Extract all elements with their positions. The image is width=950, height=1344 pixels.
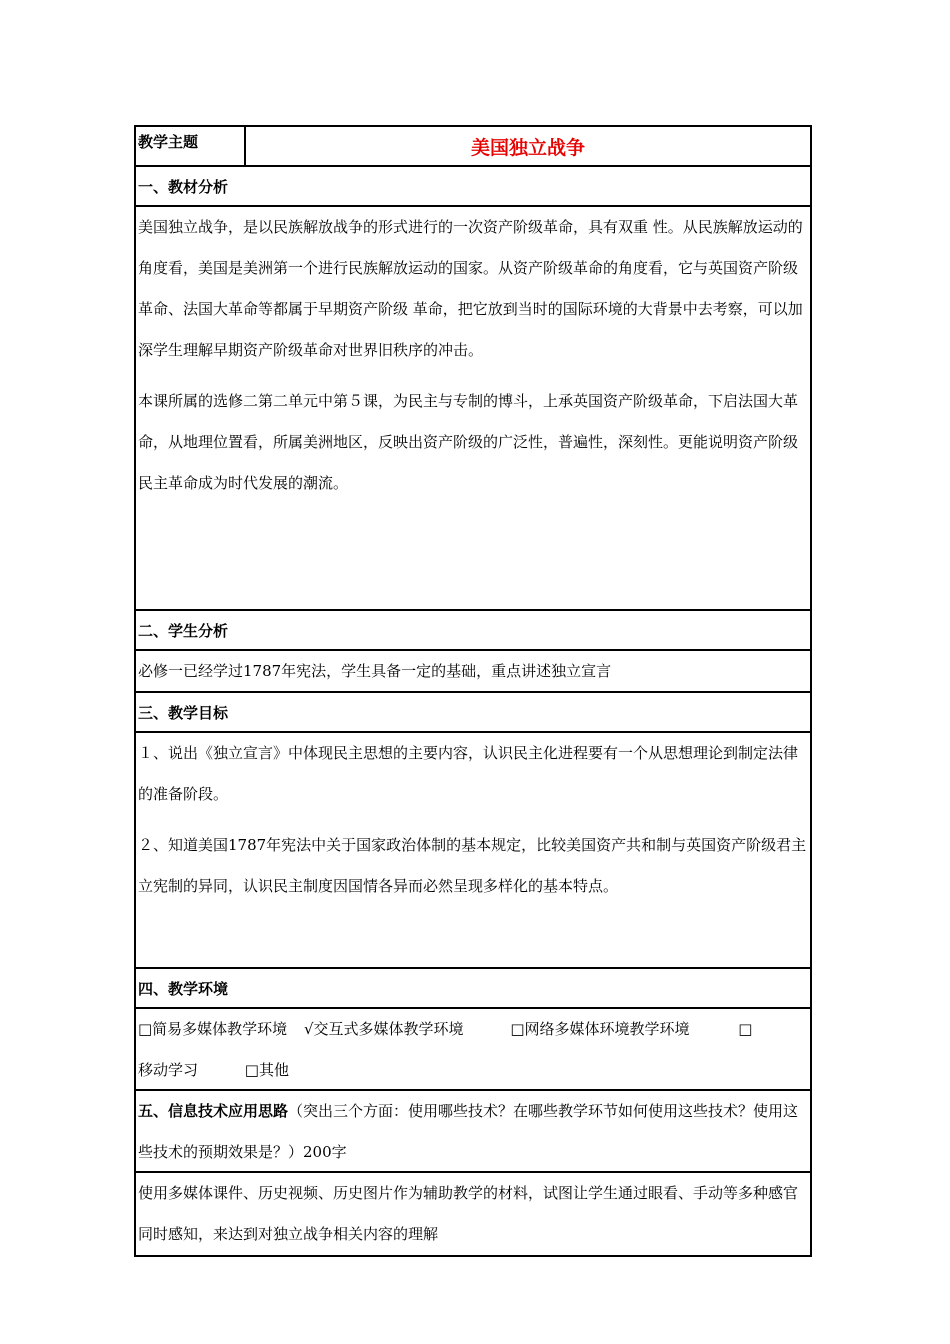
teaching-goal-item: ２、知道美国1787年宪法中关于国家政治体制的基本规定，比较美国资产共和制与英国资产阶级君主立宪制的异同，认识民主制度因国情各异而必然呈现多样化的基本特点。 — [138, 836, 807, 895]
env-option-other[interactable]: □其他 — [244, 1061, 289, 1079]
section-heading-teaching-goals: 三、教学目标 — [136, 693, 810, 733]
env-option-mobile-label: 移动学习 — [138, 1061, 199, 1079]
topic-row — [136, 127, 810, 167]
teaching-goal-item: １、说出《独立宣言》中体现民主思想的主要内容，认识民主化进程要有一个从思想理论到制定法律的准备阶段。 — [138, 744, 799, 803]
section-heading-it-application: 五、信息技术应用思路 — [138, 1102, 289, 1120]
section-heading-textbook-analysis: 一、教材分析 — [136, 167, 810, 207]
textbook-analysis-paragraph: 本课所属的选修二第二单元中第５课，为民主与专制的博斗，上承英国资产阶级革命，下启法国大革命，从地理位置看，所属美洲地区，反映出资产阶级的广泛性，普遍性，深刻性。更能说明资产阶级民主革命成为时代发展的潮流。 — [138, 392, 799, 492]
it-application-paragraph: 使用多媒体课件、历史视频、历史图片作为辅助教学的材料，试图让学生通过眼看、手动等多种感官同时感知，来达到对独立战争相关内容的理解 — [138, 1184, 799, 1243]
env-option-network-multimedia[interactable]: □网络多媒体环境教学环境 — [510, 1020, 690, 1038]
topic-title: 美国独立战争 — [470, 136, 585, 159]
teaching-goals-content — [136, 733, 810, 969]
env-option-interactive-multimedia[interactable]: √交互式多媒体教学环境 — [303, 1020, 464, 1038]
lesson-plan-table — [134, 125, 812, 1257]
topic-label: 教学主题 — [136, 127, 246, 165]
student-analysis-paragraph: 必修一已经学过1787年宪法，学生具备一定的基础，重点讲述独立宣言 — [138, 662, 612, 680]
textbook-analysis-paragraph: 美国独立战争，是以民族解放战争的形式进行的一次资产阶级革命，具有双重 性。从民族解放运动的角度看，美国是美洲第一个进行民族解放运动的国家。从资产阶级革命的角度看，它与英国资产阶级革命、法国大革命等都属于早期资产阶级 革命，把它放到当时的国际环境的大背景中去考察，可以加深学生理解早期资产阶级革命对世界旧秩序的冲击。 — [138, 218, 803, 359]
teaching-environment-options — [136, 1009, 810, 1091]
student-analysis-content — [136, 651, 810, 693]
section-heading-teaching-environment: 四、教学环境 — [136, 969, 810, 1009]
it-application-heading-note: （突出三个方面：使用哪些技术？在哪些教学环节如何使用这些技术？使用这些技术的预期效果是？）200字 — [138, 1102, 799, 1161]
it-application-heading-block — [136, 1091, 810, 1173]
env-option-simple-multimedia[interactable]: □简易多媒体教学环境 — [138, 1020, 288, 1038]
section-heading-student-analysis: 二、学生分析 — [136, 611, 810, 651]
textbook-analysis-content — [136, 207, 810, 611]
it-application-content — [136, 1173, 810, 1255]
env-option-mobile-checkbox[interactable]: □ — [738, 1020, 753, 1038]
